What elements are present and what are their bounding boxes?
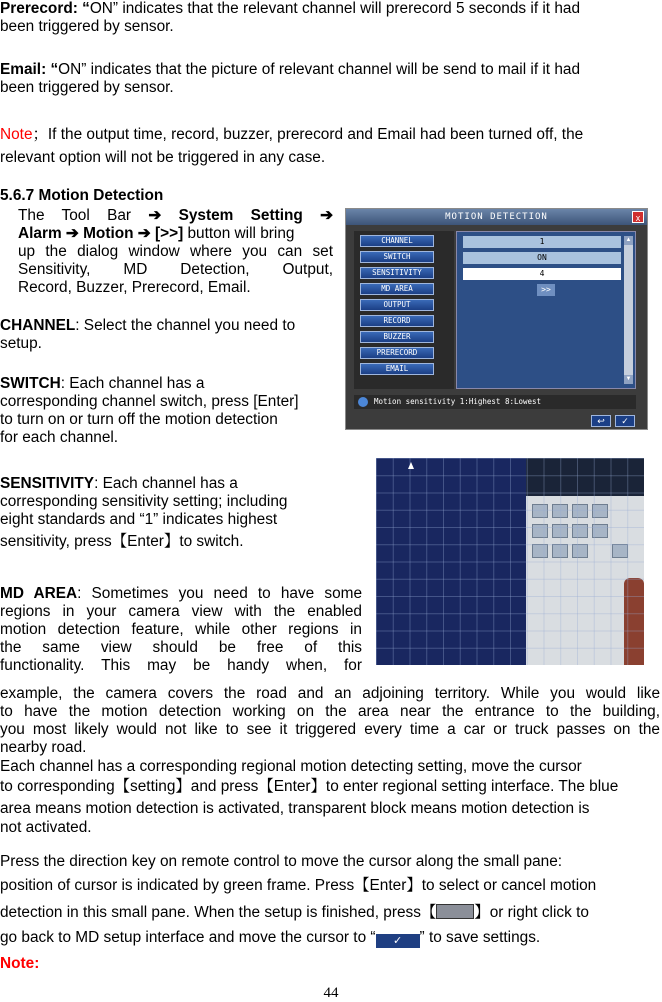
cursor-paragraph	[0, 852, 662, 950]
email-text: ON” indicates that the picture of relevant channel will be send to mail if it had	[58, 61, 581, 78]
email-text-2: been triggered by sensor.	[0, 79, 174, 96]
detection-grid[interactable]	[376, 458, 644, 665]
multi-image-icon	[436, 904, 474, 919]
switch-text-4: for each channel.	[0, 429, 119, 446]
channel-value[interactable]: 1	[463, 236, 621, 248]
mdarea-text-4: the same view should be free of this	[0, 639, 362, 656]
menu-buzzer-button[interactable]: BUZZER	[360, 331, 434, 343]
mdarea-text: : Sometimes you need to have some	[77, 585, 363, 602]
sensitivity-text-2: corresponding sensitivity setting; including	[0, 493, 288, 510]
cursor-text-2: position of cursor is indicated by green frame. Press【Enter】to select or cancel motion	[0, 877, 597, 894]
system-setting-text: System Setting	[178, 207, 321, 224]
cursor-text-3b: 】or right click to	[474, 904, 589, 921]
prerecord-text: ON” indicates that the relevant channel will prerecord 5 seconds if it had	[89, 0, 581, 17]
status-bar	[354, 395, 636, 409]
alarm-text: Alarm	[18, 225, 66, 242]
dialog-title: MOTION DETECTION	[346, 209, 647, 225]
cursor-text-4a: go back to MD setup interface and move the cursor to “	[0, 929, 376, 946]
channel-text: : Select the channel you need to	[75, 317, 296, 334]
mdarea-text-7: to have the motion detection working on the area near the entrance to the building,	[0, 703, 660, 720]
back-icon[interactable]: ↩	[591, 415, 611, 427]
note-label: Note	[0, 126, 33, 143]
menu-mdarea-button[interactable]: MD AREA	[360, 283, 434, 295]
more-button-text: [>>]	[154, 225, 184, 242]
mdarea-label: MD AREA	[0, 585, 78, 602]
cursor-text-1: Press the direction key on remote control to move the cursor along the small pane:	[0, 853, 563, 870]
menu-output-button[interactable]: OUTPUT	[360, 299, 434, 311]
prerecord-sep: : “	[72, 0, 90, 17]
sensitivity-text-3: eight standards and “1” indicates highest	[0, 511, 278, 528]
arrow-icon: ➔	[65, 225, 79, 242]
scroll-down-icon[interactable]: ▼	[625, 376, 632, 382]
menu-prerecord-button[interactable]: PRERECORD	[360, 347, 434, 359]
menu-switch-button[interactable]: SWITCH	[360, 251, 434, 263]
mdarea-text-3: motion detection feature, while other regions in	[0, 621, 362, 638]
arrow-icon: ➔	[137, 225, 151, 242]
toolbar-text-4: Sensitivity, MD Detection, Output,	[18, 261, 333, 278]
mdarea-text-9: nearby road.	[0, 739, 87, 756]
toolbar-text-3: up the dialog window where you can set	[18, 243, 333, 260]
dialog-values	[456, 231, 636, 389]
arrow-icon: ➔	[320, 207, 333, 224]
scroll-up-icon[interactable]: ▲	[625, 237, 632, 243]
cursor-text-3a: detection in this small pane. When the setup is finished, press【	[0, 904, 437, 921]
save-check-icon: ✓	[376, 934, 420, 948]
toolbar-text-2: button will bring	[183, 225, 295, 242]
section-heading: 5.6.7 Motion Detection	[0, 187, 164, 204]
menu-channel-button[interactable]: CHANNEL	[360, 235, 434, 247]
toolbar-path-paragraph	[18, 207, 333, 297]
cursor-text-4b: ” to save settings.	[419, 929, 541, 946]
cursor-icon	[408, 462, 414, 469]
note-paragraph	[0, 123, 583, 169]
email-paragraph	[0, 61, 580, 97]
regional-text-1: Each channel has a corresponding regional motion detecting setting, move the cursor	[0, 758, 582, 775]
email-label: Email	[0, 61, 42, 78]
status-text: Motion sensitivity 1:Highest 8:Lowest	[374, 397, 542, 406]
prerecord-label: Prerecord	[0, 0, 73, 17]
regional-text-2: to corresponding【setting】and press【Enter】to enter regional setting interface. The blue	[0, 778, 619, 795]
close-icon[interactable]: x	[632, 211, 644, 223]
channel-label: CHANNEL	[0, 317, 76, 334]
note-text-2: relevant option will not be triggered in any case.	[0, 149, 326, 166]
sensitivity-text-4: sensitivity, press【Enter】to switch.	[0, 533, 244, 550]
mdarea-paragraph-cont	[0, 685, 660, 757]
dialog-menu	[354, 231, 454, 389]
menu-record-button[interactable]: RECORD	[360, 315, 434, 327]
mdarea-text-5: functionality. This may be handy when, for	[0, 657, 362, 674]
regional-text-3: area means motion detection is activated, transparent block means motion detection is	[0, 800, 590, 817]
switch-label: SWITCH	[0, 375, 61, 392]
sensitivity-paragraph	[0, 475, 287, 551]
motion-detection-dialog	[345, 208, 648, 430]
prerecord-paragraph	[0, 0, 580, 36]
ok-check-icon[interactable]: ✓	[615, 415, 635, 427]
regional-paragraph	[0, 758, 662, 836]
motion-text: Motion	[83, 225, 138, 242]
mdarea-text-2: regions in your camera view with the enabled	[0, 603, 362, 620]
mdarea-button[interactable]: >>	[537, 284, 555, 296]
note-text: ；If the output time, record, buzzer, prerecord and Email had been turned off, the	[32, 126, 584, 143]
channel-paragraph	[0, 317, 295, 353]
md-area-camera-image	[376, 458, 644, 665]
sensitivity-label: SENSITIVITY	[0, 475, 95, 492]
email-sep: : “	[41, 61, 59, 78]
toolbar-text: The Tool Bar	[18, 207, 149, 224]
toolbar-text-5: Record, Buzzer, Prerecord, Email.	[18, 279, 251, 296]
scrollbar[interactable]	[624, 236, 633, 384]
mdarea-text-6: example, the camera covers the road and an adjoining territory. While you would like	[0, 685, 660, 702]
menu-email-button[interactable]: EMAIL	[360, 363, 434, 375]
prerecord-text-2: been triggered by sensor.	[0, 18, 174, 35]
menu-sensitivity-button[interactable]: SENSITIVITY	[360, 267, 434, 279]
page-number: 44	[323, 985, 339, 1001]
mdarea-paragraph	[0, 585, 362, 675]
switch-text-3: to turn on or turn off the motion detection	[0, 411, 278, 428]
info-icon	[358, 397, 368, 407]
switch-text: : Each channel has a	[60, 375, 205, 392]
switch-text-2: corresponding channel switch, press [Enter]	[0, 393, 299, 410]
sensitivity-value[interactable]: 4	[463, 268, 621, 280]
switch-paragraph	[0, 375, 299, 447]
regional-text-4: not activated.	[0, 819, 92, 836]
mdarea-text-8: you most likely would not like to see it triggered every time a car or truck passes on the	[0, 721, 660, 738]
note2-label: Note:	[0, 955, 40, 972]
switch-value[interactable]: ON	[463, 252, 621, 264]
arrow-icon: ➔	[148, 207, 162, 224]
sensitivity-text: : Each channel has a	[94, 475, 238, 492]
channel-text-2: setup.	[0, 335, 42, 352]
